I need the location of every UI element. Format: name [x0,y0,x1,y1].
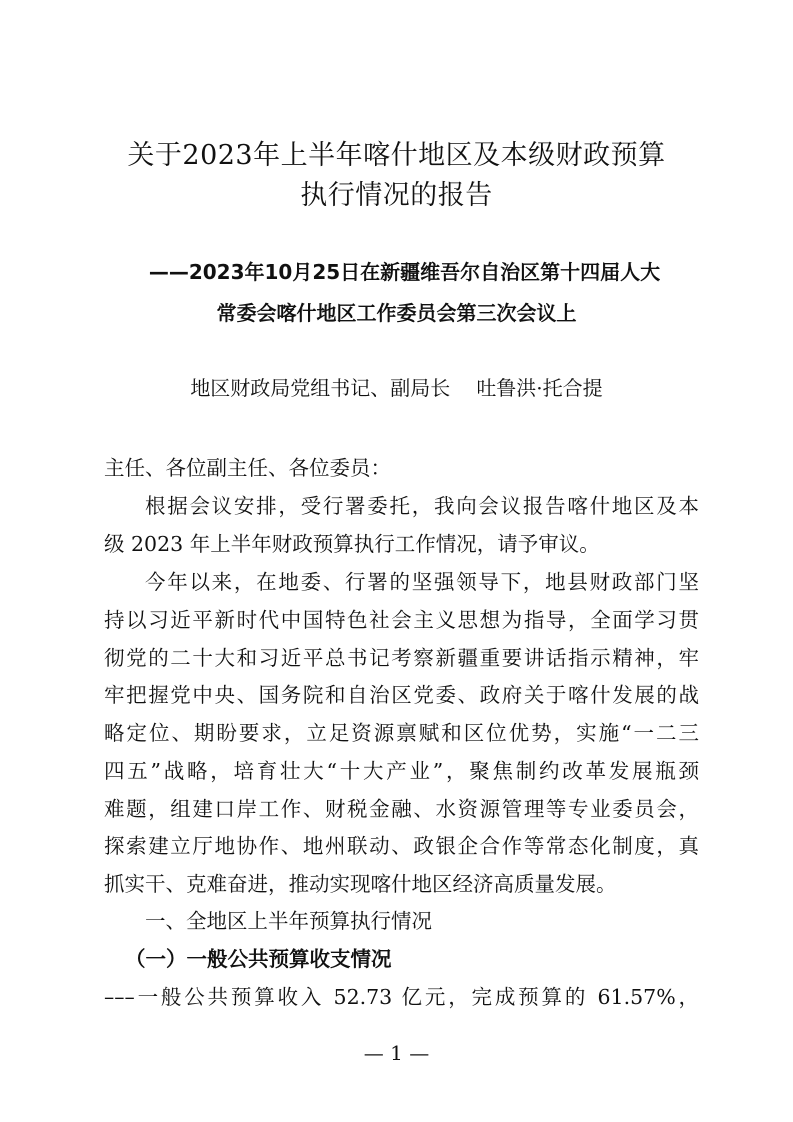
paragraph-1-line-2: 级 2023 年上半年财政预算执行工作情况，请予审议。 [104,532,600,556]
salutation: 主任、各位副主任、各位委员： [104,456,391,480]
paragraph-2-line-7: 难题，组建口岸工作、财税金融、水资源管理等专业委员会， [104,797,699,821]
subtitle-line-2: 常委会喀什地区工作委员会第三次会议上 [216,301,577,325]
section-heading-1: 一、全地区上半年预算执行情况 [145,909,432,933]
paragraph-2-line-8: 探索建立厅地协作、地州联动、政银企合作等常态化制度，真 [104,834,699,858]
subtitle-line-1: ——2023年10月25日在新疆维吾尔自治区第十四届人大 [148,260,661,284]
paragraph-2-line-6: 四五”战略，培育壮大“十大产业”，聚焦制约改革发展瓶颈 [104,759,699,783]
paragraph-2-line-5: 略定位、期盼要求，立足资源禀赋和区位优势，实施“一二三 [104,721,699,745]
paragraph-2-line-9: 抓实干、克难奋进，推动实现喀什地区经济高质量发展。 [104,872,617,896]
paragraph-2-line-1: 今年以来，在地委、行署的坚强领导下，地县财政部门坚 [145,570,699,594]
author-line [0,373,793,403]
page-number: — 1 — [363,1041,430,1065]
report-title-line-2: 执行情况的报告 [300,180,493,211]
author-position: 地区财政局党组书记、副局长 [190,376,451,400]
paragraph-2-line-3: 彻党的二十大和习近平总书记考察新疆重要讲话指示精神，牢 [104,646,699,670]
section-heading-1-1: （一）一般公共预算收支情况 [125,947,392,971]
report-title-line-1: 关于2023年上半年喀什地区及本级财政预算 [127,140,666,171]
author-name: 吐鲁洪·托合提 [476,376,603,400]
paragraph-3-line-1: –––一般公共预算收入 52.73 亿元，完成预算的 61.57%， [104,985,699,1009]
paragraph-1-line-1: 根据会议安排，受行署委托，我向会议报告喀什地区及本 [145,494,699,518]
paragraph-2-line-4: 牢把握党中央、国务院和自治区党委、政府关于喀什发展的战 [104,683,699,707]
paragraph-2-line-2: 持以习近平新时代中国特色社会主义思想为指导，全面学习贯 [104,608,699,632]
